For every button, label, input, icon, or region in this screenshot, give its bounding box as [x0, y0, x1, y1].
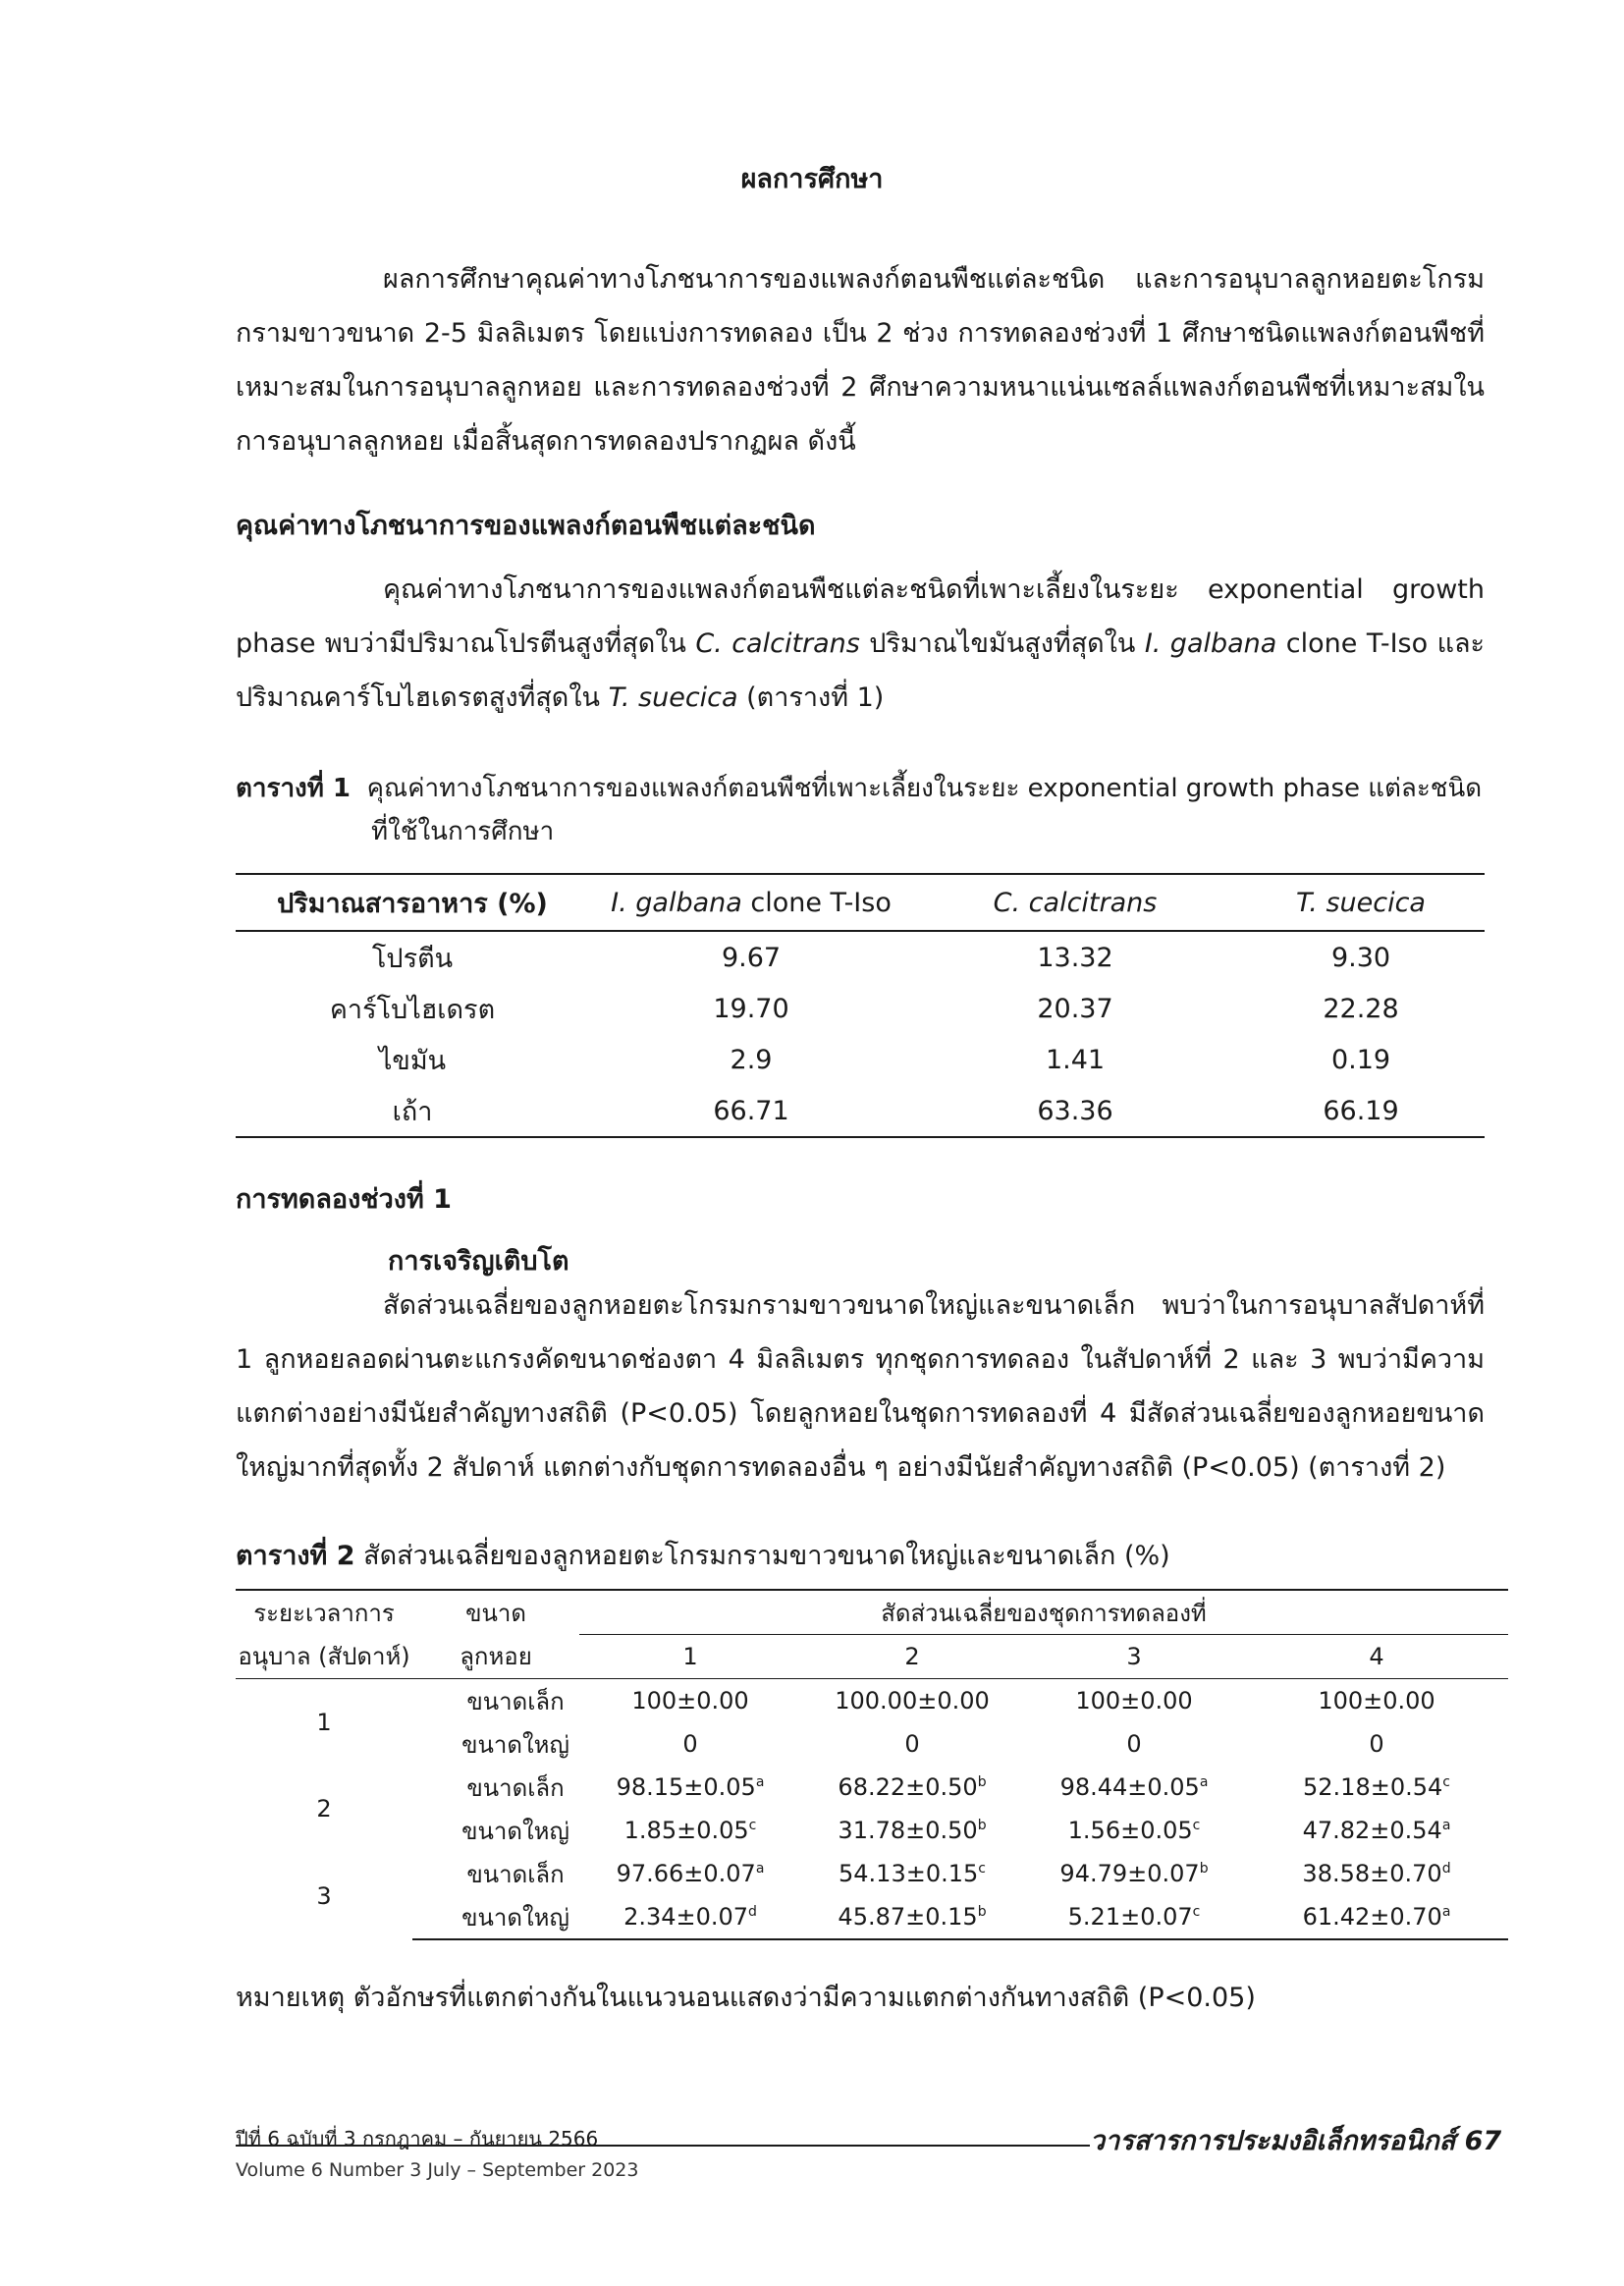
significance-letter: c — [1192, 1818, 1201, 1833]
species-t-suecica: T. suecica — [608, 682, 738, 713]
table-row — [236, 1679, 1508, 1723]
table2-group-3: 3 — [1023, 1635, 1245, 1679]
table2-cell — [1023, 1679, 1245, 1723]
significance-letter: a — [1199, 1774, 1209, 1790]
table2-header-group: สัดส่วนเฉลี่ยของชุดการทดลองที่ — [579, 1590, 1508, 1635]
section-title: ผลการศึกษา — [740, 164, 884, 194]
table2-value: 100±0.00 — [1318, 1687, 1435, 1714]
table2-value: 100±0.00 — [631, 1687, 749, 1714]
table-row — [236, 1085, 1485, 1137]
table-row — [236, 1722, 1508, 1766]
table2-group-1: 1 — [579, 1635, 801, 1679]
table2-size: ขนาดเล็ก — [466, 1687, 565, 1715]
s1-part3: clone T-Iso และปริมาณคาร์โบไฮเดรตสูงที่สุดใน — [236, 628, 1486, 713]
table1-cell: 13.32 — [1037, 942, 1113, 973]
footer-journal: วารสารการประมงอิเล็กทรอนิกส์ 67 — [1090, 2126, 1502, 2156]
table2-value: 98.15±0.05 — [616, 1773, 756, 1801]
table1-cell: 9.30 — [1330, 942, 1391, 973]
table2-cell — [1245, 1852, 1508, 1895]
table2-value: 100±0.00 — [1075, 1687, 1193, 1714]
table2-value: 45.87±0.15 — [838, 1903, 978, 1931]
table2-value: 54.13±0.15 — [839, 1860, 979, 1887]
table1-caption-text: คุณค่าทางโภชนาการของแพลงก์ตอนพืชที่เพาะเลี้ยงในระยะ exponential growth phase แต่ละชนิด — [366, 774, 1483, 803]
table2-cell — [1245, 1809, 1508, 1852]
section1-heading: คุณค่าทางโภชนาการของแพลงก์ตอนพืชแต่ละชนิด — [236, 511, 816, 541]
table1-caption-label: ตารางที่ 1 — [236, 774, 352, 803]
table2-value: 1.85±0.05 — [623, 1817, 749, 1844]
table2-header-period2: อนุบาล (สัปดาห์) — [236, 1635, 412, 1679]
table1 — [236, 873, 1485, 1138]
table1-cell: 22.28 — [1323, 993, 1399, 1024]
growth-text: สัดส่วนเฉลี่ยของลูกหอยตะโกรมกรามขาวขนาดใหญ่และขนาดเล็ก พบว่าในการอนุบาลสัปดาห์ที่ 1 ลูกหอยลอดผ่านตะแกรงคัดขนาดช่องตา 4 มิลลิเมตร ทุกชุดการทดลอง ในสัปดาห์ที่ 2 และ 3 พบว่ามีความแตกต่างอย่างมีนัยสำคัญทางสถิติ (P<0.05) โดยลูกหอยในชุดการทดลองที่ 4 มีสัดส่วนเฉลี่ยของลูกหอยขนาดใหญ่มากที่สุดทั้ง 2 สัปดาห์ แตกต่างกับชุดการทดลองอื่น ๆ อย่างมีนัยสำคัญทางสถิติ (P<0.05) (ตารางที่ 2) — [236, 1290, 1485, 1483]
table2-cell — [1023, 1809, 1245, 1852]
table1-caption-text2: ที่ใช้ในการศึกษา — [371, 817, 555, 846]
table2-cell — [579, 1722, 801, 1766]
s1-part4: (ตารางที่ 1) — [737, 682, 885, 713]
table2-cell — [579, 1895, 801, 1939]
header-tsuecica-italic: T. suecica — [1296, 887, 1426, 918]
significance-letter: b — [977, 1904, 987, 1920]
table2-cell — [579, 1766, 801, 1809]
table2-cell — [801, 1809, 1023, 1852]
table2-cell — [801, 1895, 1023, 1939]
section1-paragraph — [236, 563, 1485, 725]
header-ccalcitrans-italic: C. calcitrans — [993, 887, 1158, 918]
table2-value: 47.82±0.54 — [1302, 1817, 1442, 1844]
significance-letter: a — [1441, 1818, 1451, 1833]
table2-value: 100.00±0.00 — [835, 1687, 990, 1714]
table2-note: หมายเหตุ ตัวอักษรที่แตกต่างกันในแนวนอนแสดงว่ามีความแตกต่างกันทางสถิติ (P<0.05) — [236, 1983, 1256, 2013]
table2-group-4: 4 — [1245, 1635, 1508, 1679]
table2-cell — [1245, 1722, 1508, 1766]
section2-heading: การทดลองช่วงที่ 1 — [236, 1184, 452, 1215]
table2-value: 1.56±0.05 — [1067, 1817, 1193, 1844]
significance-letter: b — [1199, 1861, 1209, 1877]
table2-value: 0 — [904, 1730, 920, 1758]
table1-nutrient: โปรตีน — [371, 943, 454, 974]
table-row — [236, 1852, 1508, 1895]
table1-cell: 19.70 — [713, 993, 789, 1024]
table2-value: 98.44±0.05 — [1059, 1773, 1200, 1801]
table2-cell — [1245, 1895, 1508, 1939]
table1-caption — [236, 767, 1485, 853]
table2-value: 68.22±0.50 — [838, 1773, 978, 1801]
table2-week: 2 — [316, 1795, 332, 1823]
significance-letter: c — [748, 1818, 757, 1833]
table-row — [236, 1895, 1508, 1939]
table2-header-size2: ลูกหอย — [412, 1635, 579, 1679]
significance-letter: b — [977, 1818, 987, 1833]
header-igalbana-italic: I. galbana — [611, 887, 742, 918]
table2-cell — [801, 1722, 1023, 1766]
significance-letter: d — [1441, 1861, 1451, 1877]
significance-letter: c — [978, 1861, 986, 1877]
table2-cell — [1023, 1895, 1245, 1939]
table1-cell: 9.67 — [721, 942, 782, 973]
table2-cell — [579, 1809, 801, 1852]
table2-value: 31.78±0.50 — [838, 1817, 978, 1844]
table2-value: 94.79±0.07 — [1059, 1860, 1200, 1887]
table2-cell — [801, 1766, 1023, 1809]
table2-cell — [579, 1852, 801, 1895]
table2-value: 0 — [1126, 1730, 1142, 1758]
table1-header-ccalcitrans — [913, 874, 1237, 931]
table2-value: 0 — [1369, 1730, 1384, 1758]
table-row — [236, 1034, 1485, 1085]
table2-size: ขนาดเล็ก — [466, 1773, 565, 1802]
table1-cell: 66.71 — [589, 1085, 913, 1137]
table2-week: 1 — [316, 1709, 332, 1736]
footer-issue-th: ปีที่ 6 ฉบับที่ 3 กรกฎาคม – กันยายน 2566 — [236, 2127, 599, 2150]
table1-cell: 1.41 — [1045, 1044, 1106, 1075]
table2-caption — [236, 1535, 1485, 1578]
table2-header-row2 — [236, 1635, 1508, 1679]
table2-cell — [1023, 1852, 1245, 1895]
table2-cell — [1023, 1766, 1245, 1809]
intro-text: ผลการศึกษาคุณค่าทางโภชนาการของแพลงก์ตอนพืชแต่ละชนิด และการอนุบาลลูกหอยตะโกรมกรามขาวขนาด 2-5 มิลลิเมตร โดยแบ่งการทดลอง เป็น 2 ช่วง การทดลองช่วงที่ 1 ศึกษาชนิดแพลงก์ตอนพืชที่เหมาะสมในการอนุบาลลูกหอย และการทดลองช่วงที่ 2 ศึกษาความหนาแน่นเซลล์แพลงก์ตอนพืชที่เหมาะสมในการอนุบาลลูกหอย เมื่อสิ้นสุดการทดลองปรากฏผล ดังนี้ — [236, 264, 1485, 457]
table2-size: ขนาดเล็ก — [466, 1860, 565, 1888]
table2-header-size1: ขนาด — [412, 1590, 579, 1635]
table2-value: 52.18±0.54 — [1303, 1773, 1443, 1801]
table1-cell: 2.9 — [730, 1044, 773, 1075]
intro-paragraph — [236, 252, 1485, 468]
significance-letter: a — [755, 1861, 765, 1877]
header-igalbana-rest: clone T-Iso — [741, 887, 892, 918]
species-i-galbana: I. galbana — [1144, 628, 1277, 659]
table-row — [236, 1766, 1508, 1809]
table1-header-igalbana — [589, 874, 913, 931]
table1-header-tsuecica — [1237, 874, 1485, 931]
table2-week: 3 — [316, 1881, 332, 1910]
table1-nutrient: เถ้า — [236, 1085, 589, 1137]
table2-cell — [1245, 1766, 1508, 1809]
significance-letter: b — [977, 1774, 987, 1790]
table2 — [236, 1589, 1508, 1940]
table1-cell: 0.19 — [1330, 1044, 1391, 1075]
table1-header-row — [236, 874, 1485, 931]
table1-cell: 20.37 — [1037, 993, 1113, 1024]
footer-issue-en: Volume 6 Number 3 July – September 2023 — [236, 2159, 639, 2181]
table2-cell — [579, 1679, 801, 1723]
table1-cell: 66.19 — [1237, 1085, 1485, 1137]
table2-cell — [801, 1852, 1023, 1895]
table2-caption-text: สัดส่วนเฉลี่ยของลูกหอยตะโกรมกรามขาวขนาดใหญ่และขนาดเล็ก (%) — [363, 1541, 1170, 1571]
s1-part2: ปริมาณไขมันสูงที่สุดใน — [859, 628, 1145, 659]
table2-group-2: 2 — [801, 1635, 1023, 1679]
growth-paragraph — [236, 1279, 1485, 1495]
significance-letter: a — [755, 1774, 765, 1790]
table2-size: ขนาดใหญ่ — [412, 1895, 579, 1939]
table1-nutrient: ไขมัน — [378, 1045, 447, 1076]
growth-heading: การเจริญเติบโต — [388, 1246, 569, 1277]
table1-header-nutrient: ปริมาณสารอาหาร (%) — [236, 874, 589, 931]
table1-nutrient: คาร์โบไฮเดรต — [329, 994, 496, 1025]
table2-cell — [1245, 1679, 1508, 1723]
table2-header-row1 — [236, 1590, 1508, 1635]
table2-cell — [801, 1679, 1023, 1723]
section1-text — [236, 563, 1485, 725]
table-row — [236, 983, 1485, 1034]
s1-part1: คุณค่าทางโภชนาการของแพลงก์ตอนพืชแต่ละชนิดที่เพาะเลี้ยงในระยะ exponential growth phase พบว่ามีปริมาณโปรตีนสูงที่สุดใน — [236, 574, 1485, 659]
table2-caption-label: ตารางที่ 2 — [236, 1541, 355, 1571]
significance-letter: c — [1192, 1904, 1201, 1920]
table2-value: 97.66±0.07 — [616, 1860, 756, 1887]
footer-rule — [236, 2145, 1090, 2147]
table1-cell: 63.36 — [913, 1085, 1237, 1137]
table2-value: 5.21±0.07 — [1067, 1903, 1193, 1931]
table2-value: 0 — [682, 1730, 698, 1758]
table-row — [236, 931, 1485, 983]
species-c-calcitrans: C. calcitrans — [695, 628, 860, 659]
table2-value: 2.34±0.07 — [623, 1903, 749, 1931]
table2-value: 38.58±0.70 — [1302, 1860, 1442, 1887]
significance-letter: c — [1442, 1774, 1450, 1790]
table-row — [236, 1809, 1508, 1852]
table2-size: ขนาดใหญ่ — [461, 1730, 569, 1759]
table2-value: 61.42±0.70 — [1302, 1903, 1442, 1931]
table2-header-period1: ระยะเวลาการ — [236, 1590, 412, 1635]
significance-letter: a — [1441, 1904, 1451, 1920]
table2-size: ขนาดใหญ่ — [461, 1817, 569, 1845]
table2-cell — [1023, 1722, 1245, 1766]
significance-letter: d — [748, 1904, 757, 1920]
